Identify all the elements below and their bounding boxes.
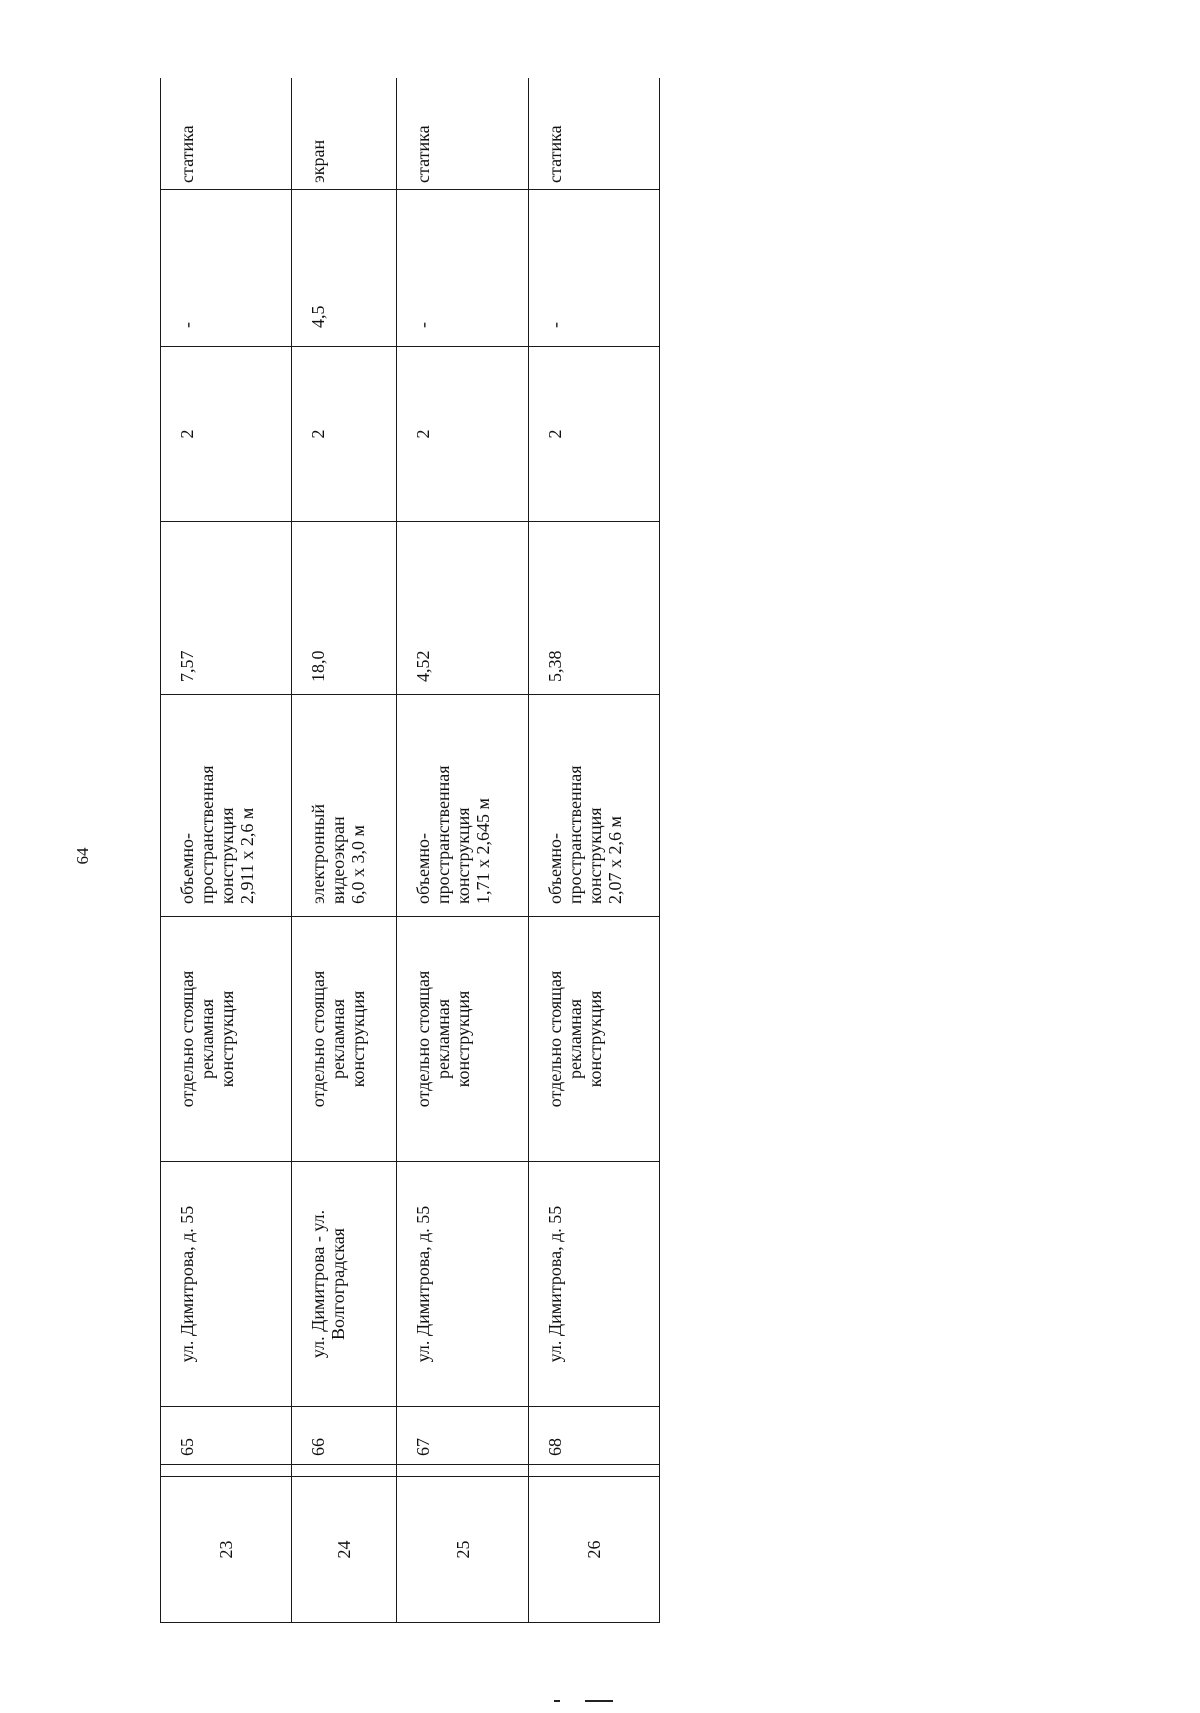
spacer-cell (528, 1465, 659, 1477)
screen-value-cell (528, 190, 659, 347)
cell-text: ул. Димитрова, д. 55 (177, 1205, 197, 1363)
document-table-frame (160, 78, 660, 1623)
display-type-cell (292, 78, 397, 190)
cell-line: отдельно стоящая (544, 970, 565, 1108)
cell-line: отдельно стоящая (413, 970, 434, 1108)
sides-count-cell (161, 347, 292, 522)
sides-count-cell (397, 347, 528, 522)
cell-text: 23 (216, 1540, 237, 1559)
structure-number-cell (528, 1407, 659, 1465)
cell-text: 4,52 (413, 650, 434, 682)
cell-line: конструкция (584, 990, 605, 1088)
table-row (292, 78, 397, 1623)
structure-description-cell (292, 695, 397, 917)
structure-number-cell (397, 1407, 528, 1465)
cell-line: пространственная (564, 765, 585, 904)
cell-text: - (177, 322, 197, 328)
display-type-cell (161, 78, 292, 190)
cell-text: ул. Димитрова, д. 55 (413, 1205, 434, 1363)
scan-mark-2 (585, 1700, 613, 1702)
address-cell (161, 1162, 292, 1407)
row-number-cell (528, 1477, 659, 1623)
cell-text: статика (544, 125, 565, 183)
cell-line: конструкция (453, 807, 474, 904)
cell-text: статика (177, 125, 197, 183)
structure-type-cell (397, 917, 528, 1162)
cell-line: 2,07 х 2,6 м (604, 816, 625, 904)
cell-text: 2 (413, 429, 434, 439)
cell-line: рекламная (433, 999, 454, 1079)
cell-text: 5,38 (544, 650, 565, 682)
address-cell (397, 1162, 528, 1407)
cell-text: 26 (583, 1540, 604, 1559)
cell-line: рекламная (564, 999, 585, 1079)
cell-line: отдельно стоящая (177, 970, 197, 1108)
cell-text: 68 (544, 1438, 565, 1456)
cell-text: экран (308, 139, 329, 183)
cell-line: конструкция (217, 990, 237, 1088)
sides-count-cell (528, 347, 659, 522)
spacer-cell (397, 1465, 528, 1477)
structure-type-cell (292, 917, 397, 1162)
cell-line: конструкция (217, 807, 237, 904)
screen-value-cell (397, 190, 528, 347)
cell-line: пространственная (197, 765, 217, 904)
display-type-cell (528, 78, 659, 190)
structure-number-cell (161, 1407, 292, 1465)
advertising-structures-table (160, 78, 660, 1623)
page-number: 64 (73, 847, 92, 865)
cell-line: конструкция (584, 807, 605, 904)
structure-description-cell (528, 695, 659, 917)
cell-text: 4,5 (308, 305, 329, 328)
row-number-cell (397, 1477, 528, 1623)
cell-line: видеоэкран (328, 816, 349, 904)
cell-text: 66 (308, 1438, 329, 1456)
address-cell (528, 1162, 659, 1407)
cell-line: объемно- (413, 832, 434, 904)
cell-text: 2 (544, 429, 565, 439)
address-cell (292, 1162, 397, 1407)
display-type-cell (397, 78, 528, 190)
cell-line: 2,911 х 2,6 м (237, 807, 257, 904)
cell-text: 18,0 (308, 650, 329, 682)
area-cell (161, 522, 292, 695)
cell-line: рекламная (328, 999, 349, 1079)
cell-text: ул. Димитрова - ул. Волгоградская (308, 1209, 349, 1359)
cell-text: 2 (308, 429, 329, 439)
structure-number-cell (292, 1407, 397, 1465)
structure-description-cell (161, 695, 292, 917)
cell-line: объемно- (544, 832, 565, 904)
area-cell (397, 522, 528, 695)
sides-count-cell (292, 347, 397, 522)
cell-line: конструкция (348, 990, 369, 1088)
row-number-cell (161, 1477, 292, 1623)
spacer-cell (292, 1465, 397, 1477)
cell-line: электронный (308, 804, 329, 904)
table-row (397, 78, 528, 1623)
cell-text: 2 (177, 429, 197, 439)
area-cell (528, 522, 659, 695)
cell-line: конструкция (453, 990, 474, 1088)
structure-description-cell (397, 695, 528, 917)
cell-text: 7,57 (177, 650, 197, 682)
table-row (161, 78, 292, 1623)
cell-text: 65 (177, 1438, 197, 1456)
cell-line: объемно- (177, 832, 197, 904)
table-row (528, 78, 659, 1623)
cell-line: пространственная (433, 765, 454, 904)
cell-line: 6,0 х 3,0 м (348, 825, 369, 904)
cell-text: ул. Димитрова, д. 55 (544, 1205, 565, 1363)
cell-text: - (544, 322, 565, 328)
spacer-cell (161, 1465, 292, 1477)
table-body (161, 78, 660, 1623)
screen-value-cell (292, 190, 397, 347)
cell-text: 24 (334, 1540, 355, 1559)
scan-mark-1 (554, 1700, 560, 1702)
cell-line: отдельно стоящая (308, 970, 329, 1108)
screen-value-cell (161, 190, 292, 347)
structure-type-cell (161, 917, 292, 1162)
cell-line: рекламная (197, 999, 217, 1079)
cell-text: 25 (452, 1540, 473, 1559)
cell-text: - (413, 322, 434, 328)
rotated-table-layer (160, 78, 660, 1623)
structure-type-cell (528, 917, 659, 1162)
cell-text: 67 (413, 1438, 434, 1456)
row-number-cell (292, 1477, 397, 1623)
area-cell (292, 522, 397, 695)
cell-line: 1,71 х 2,645 м (473, 798, 494, 904)
cell-text: статика (413, 125, 434, 183)
